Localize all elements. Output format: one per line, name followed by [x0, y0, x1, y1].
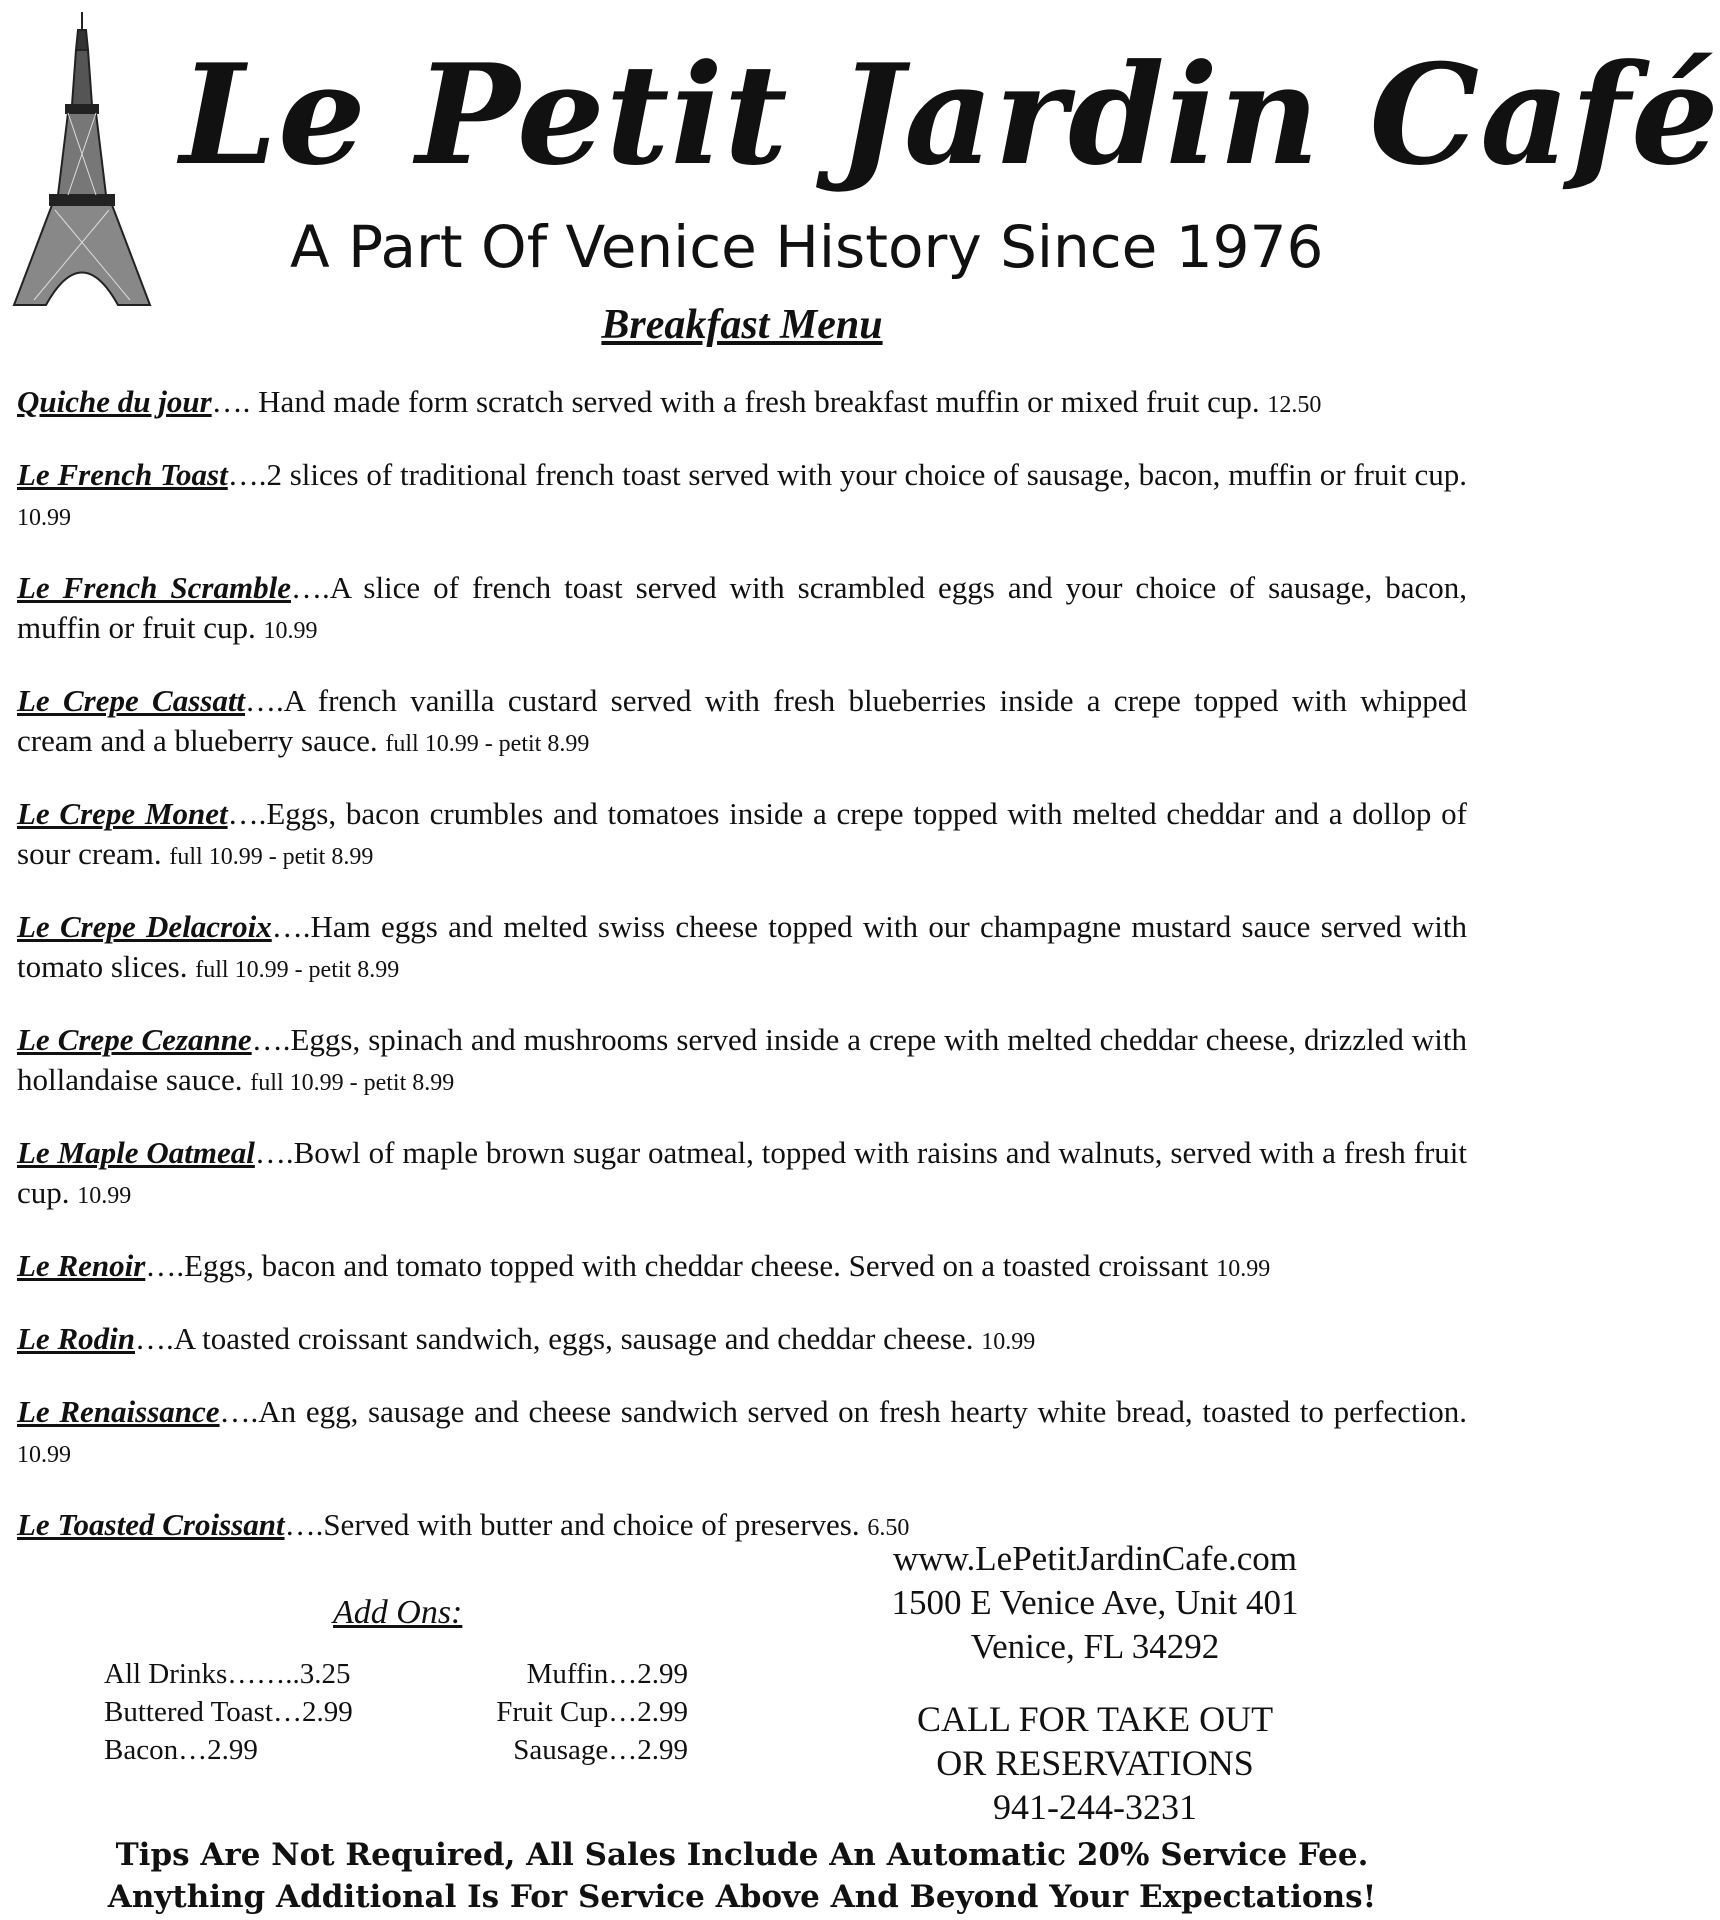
item-price: 10.99: [17, 1442, 71, 1468]
item-description: ….A toasted croissant sandwich, eggs, sausage and cheddar cheese.: [134, 1321, 974, 1356]
website-link[interactable]: www.LePetitJardinCafe.com: [892, 1539, 1297, 1578]
item-description: ….An egg, sausage and cheese sandwich served on fresh hearty white bread, toasted to perfection.: [219, 1394, 1467, 1429]
addon-item: All Drinks……..3.25: [104, 1658, 351, 1690]
addon-item: Buttered Toast…2.99: [104, 1696, 353, 1728]
item-price: full 10.99 - petit 8.99: [250, 1070, 455, 1096]
item-price: 10.99: [263, 618, 318, 644]
item-description: ….Eggs, spinach and mushrooms served inside a crepe with melted cheddar cheese, drizzled with hollandaise sauce.: [17, 1022, 1467, 1097]
item-name: Le Renoir: [17, 1248, 146, 1283]
item-price: full 10.99 - petit 8.99: [195, 957, 400, 983]
item-price: 6.50: [867, 1515, 910, 1541]
item-price: 12.50: [1267, 392, 1322, 418]
item-price: full 10.99 - petit 8.99: [169, 844, 374, 870]
item-price: full 10.99 - petit 8.99: [385, 731, 590, 757]
item-description: ….Eggs, bacon and tomato topped with cheddar cheese. Served on a toasted croissant: [145, 1248, 1209, 1283]
eiffel-tower-icon: [0, 10, 170, 310]
logo-title: Le Petit Jardin Café: [180, 33, 1720, 196]
item-price: 10.99: [77, 1183, 132, 1209]
item-price: 10.99: [1216, 1256, 1271, 1282]
tagline: A Part Of Venice History Since 1976: [290, 213, 1324, 281]
menu-items-list: [17, 382, 1467, 1578]
menu-item: [17, 1246, 1467, 1289]
item-name: Le French Scramble: [17, 570, 291, 605]
item-description: …. Hand made form scratch served with a fresh breakfast muffin or mixed fruit cup.: [211, 384, 1260, 419]
item-description: ….Bowl of maple brown sugar oatmeal, topped with raisins and walnuts, served with a fresh fruit cup.: [17, 1135, 1467, 1210]
item-name: Le Toasted Croissant: [17, 1507, 285, 1542]
item-name: Le Crepe Cassatt: [17, 683, 246, 718]
item-price: 10.99: [981, 1329, 1036, 1355]
call-to-action-line-1: CALL FOR TAKE OUT: [916, 1699, 1274, 1739]
item-name: Le Crepe Delacroix: [17, 909, 272, 944]
item-description: ….Eggs, bacon crumbles and tomatoes inside a crepe topped with melted cheddar and a dollop of sour cream.: [17, 796, 1468, 871]
menu-item: [17, 794, 1467, 877]
menu-item: [17, 681, 1467, 764]
item-name: Le Crepe Monet: [17, 796, 228, 831]
item-description: ….2 slices of traditional french toast served with your choice of sausage, bacon, muffin or fruit cup.: [227, 457, 1468, 492]
item-name: Le Crepe Cezanne: [17, 1022, 252, 1057]
addon-item: Sausage…2.99: [513, 1734, 688, 1766]
item-description: ….A french vanilla custard served with fresh blueberries inside a crepe topped with whipped cream and a blueberry sauce.: [17, 683, 1467, 758]
footer-line-1: Tips Are Not Required, All Sales Include An Automatic 20% Service Fee.: [115, 1837, 1369, 1873]
addon-item: Fruit Cup…2.99: [496, 1696, 688, 1728]
menu-item: [17, 1319, 1467, 1362]
menu-item: [17, 455, 1467, 538]
menu-item: [17, 907, 1467, 990]
item-name: Quiche du jour: [17, 384, 212, 419]
menu-heading: Breakfast Menu: [601, 302, 883, 348]
addons-title: Add Ons:: [333, 1594, 463, 1631]
addon-item: Muffin…2.99: [526, 1658, 688, 1690]
menu-item: [17, 382, 1467, 425]
menu-item: [17, 1020, 1467, 1103]
footer-line-2: Anything Additional Is For Service Above And Beyond Your Expectations!: [107, 1879, 1377, 1915]
item-name: Le Maple Oatmeal: [17, 1135, 255, 1170]
address-line-2: Venice, FL 34292: [970, 1627, 1220, 1666]
menu-item: [17, 568, 1467, 651]
addon-item: Bacon…2.99: [104, 1734, 258, 1766]
address-line-1: 1500 E Venice Ave, Unit 401: [891, 1583, 1299, 1622]
menu-item: [17, 1133, 1467, 1216]
item-name: Le Renaissance: [17, 1394, 220, 1429]
item-description: ….Served with butter and choice of preserves.: [284, 1507, 860, 1542]
item-price: 10.99: [17, 505, 71, 531]
item-description: ….A slice of french toast served with scrambled eggs and your choice of sausage, bacon, muffin or fruit cup.: [17, 570, 1467, 645]
call-to-action-line-2: OR RESERVATIONS: [936, 1743, 1254, 1783]
item-name: Le Rodin: [17, 1321, 135, 1356]
item-description: ….Ham eggs and melted swiss cheese topped with our champagne mustard sauce served with tomato slices.: [17, 909, 1468, 984]
menu-item: [17, 1392, 1467, 1475]
item-name: Le French Toast: [17, 457, 228, 492]
phone-number[interactable]: 941-244-3231: [993, 1787, 1197, 1827]
